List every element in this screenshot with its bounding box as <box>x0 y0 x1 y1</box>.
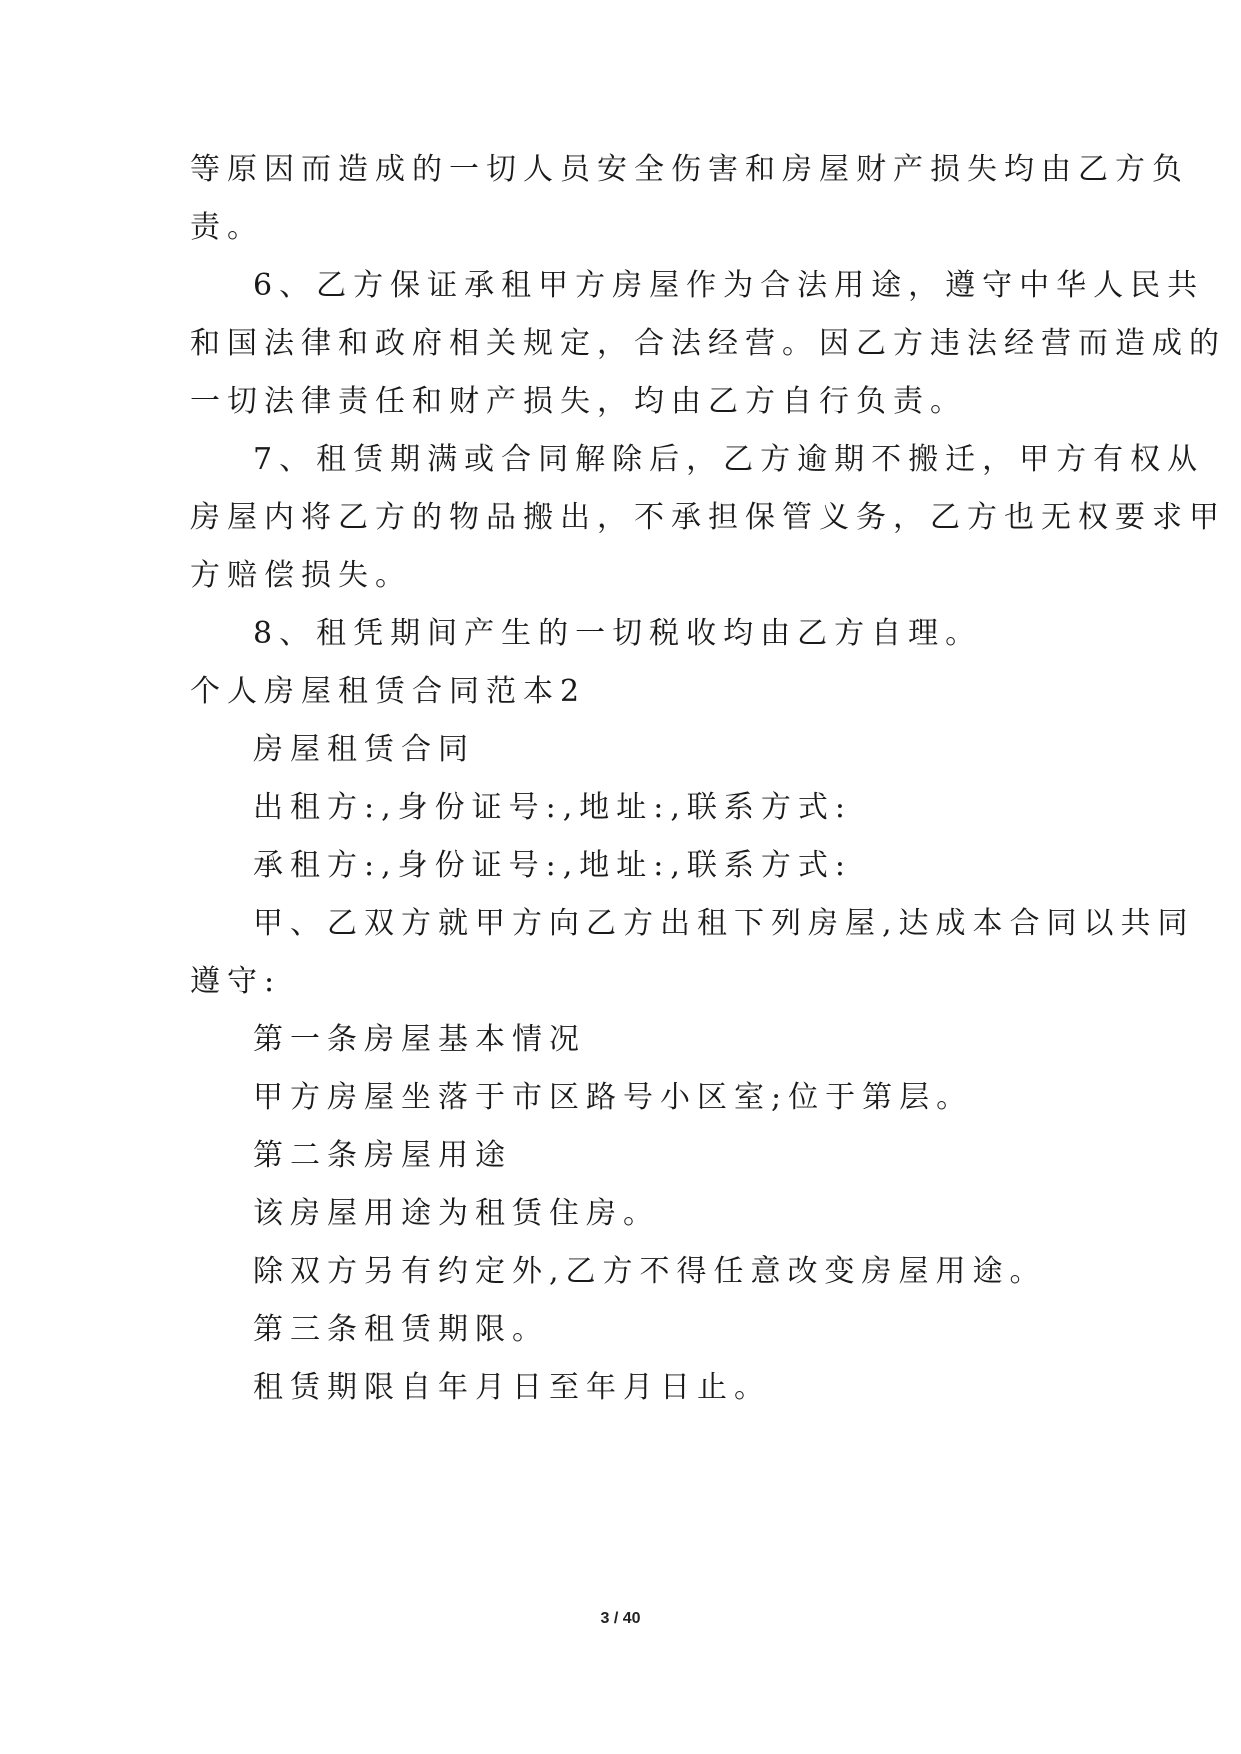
clause-heading: 第三条租赁期限。 <box>253 1312 549 1347</box>
text-line: 除双方另有约定外,乙方不得任意改变房屋用途。 <box>253 1254 1047 1289</box>
section-heading: 个人房屋租赁合同范本2 <box>190 674 587 709</box>
text-line: 租赁期限自年月日至年月日止。 <box>253 1370 771 1405</box>
text-line: 甲、乙双方就甲方向乙方出租下列房屋,达成本合同以共同 <box>253 906 1195 941</box>
contract-title: 房屋租赁合同 <box>253 732 475 767</box>
text-line: 责。 <box>190 210 264 245</box>
clause-heading: 第二条房屋用途 <box>253 1138 512 1173</box>
text-line: 出租方:,身份证号:,地址:,联系方式: <box>253 790 853 825</box>
text-line: 遵守: <box>190 964 282 999</box>
text-line: 房屋内将乙方的物品搬出，不承担保管义务，乙方也无权要求甲 <box>190 500 1226 535</box>
text-line: 8、租凭期间产生的一切税收均由乙方自理。 <box>253 616 983 651</box>
text-line: 承租方:,身份证号:,地址:,联系方式: <box>253 848 853 883</box>
clause-heading: 第一条房屋基本情况 <box>253 1022 586 1057</box>
text-line: 甲方房屋坐落于市区路号小区室;位于第层。 <box>253 1080 974 1115</box>
text-line: 6、乙方保证承租甲方房屋作为合法用途，遵守中华人民共 <box>253 268 1205 303</box>
page-number: 3 / 40 <box>600 1610 641 1627</box>
text-line: 等原因而造成的一切人员安全伤害和房屋财产损失均由乙方负 <box>190 152 1189 187</box>
text-line: 7、租赁期满或合同解除后，乙方逾期不搬迁，甲方有权从 <box>253 442 1205 477</box>
text-line: 该房屋用途为租赁住房。 <box>253 1196 660 1231</box>
text-line: 方赔偿损失。 <box>190 558 412 593</box>
text-line: 一切法律责任和财产损失，均由乙方自行负责。 <box>190 384 967 419</box>
text-line: 和国法律和政府相关规定，合法经营。因乙方违法经营而造成的 <box>190 326 1226 361</box>
